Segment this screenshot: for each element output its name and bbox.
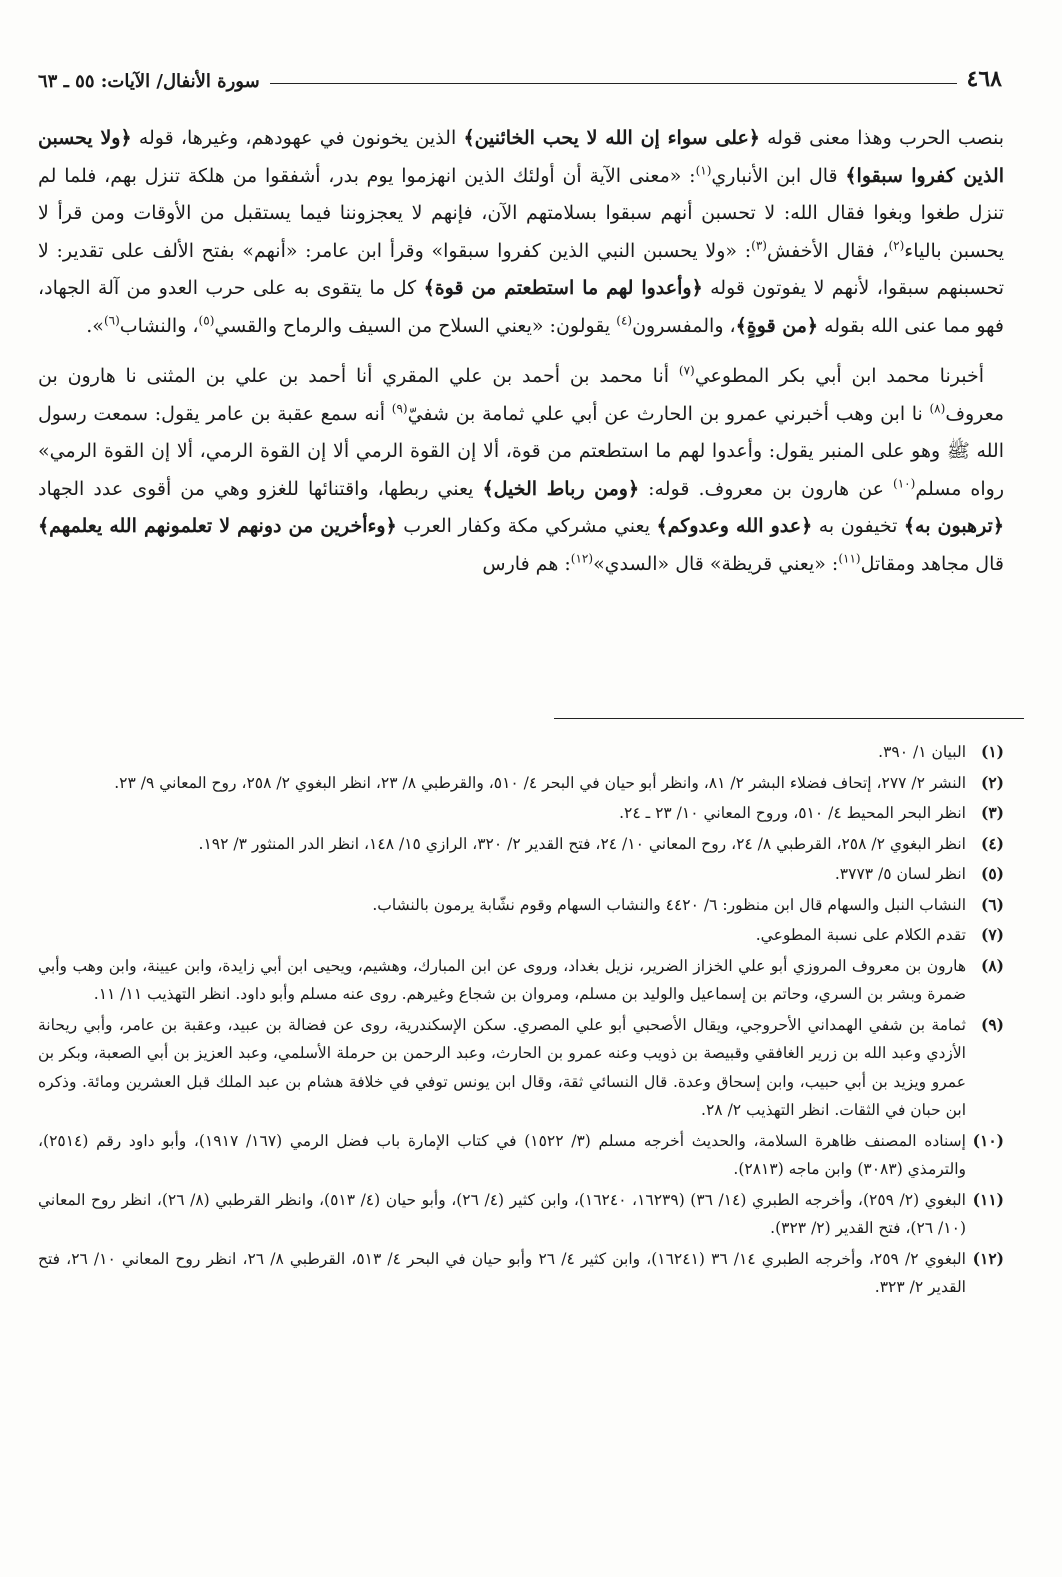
footnote xyxy=(38,799,1004,828)
footnote-number: (٨) xyxy=(980,955,1004,975)
footnote-number: (١) xyxy=(980,742,1004,761)
text-run: يعني ربطها، واقتنائها للغزو وهي من أقوى عدد الجهاد xyxy=(38,477,483,500)
quran-quote: ﴿ترهبون به﴾ xyxy=(903,515,1004,537)
text-run: نا ابن وهب أخبرني عمرو بن الحارث عن أبي علي ثمامة بن شفيّ xyxy=(407,402,930,425)
footnote-number: (٣) xyxy=(980,803,1004,822)
text-run: ، والمفسرون xyxy=(632,314,736,337)
footnote xyxy=(38,1245,1004,1302)
footnote-ref: (٦) xyxy=(103,313,120,328)
text-run: : «معنى الآية أن أولئك الذين انهزموا يوم بدر، أشفقوا من هلكة تنزل بهم، فلما لم تنزل طغوا وبغوا فقال الله: لا تحسبن أنهم سبقوا بسلامتهم الآن، فإنهم لا يعجزوننا فيما يستقبل من الأوقات ومن قرأ لا يحسبن بالياء xyxy=(38,164,1004,262)
text-run: : «يعني قريظة» قال «السدي» xyxy=(593,552,839,575)
text-run: ، والنشاب xyxy=(119,314,199,337)
footnote-ref: (١٢) xyxy=(570,551,594,566)
footnote-ref: (١١) xyxy=(838,551,861,566)
header-rule xyxy=(270,83,957,84)
footnote-number: (٦) xyxy=(980,894,1004,914)
paragraph-1 xyxy=(38,120,1004,345)
footnote-text: إسناده المصنف ظاهرة السلامة، والحديث أخرجه مسلم (٣/ ١٥٢٢) في كتاب الإمارة باب فضل الرمي (١٦٧/ ١٩١٧)، وأبو داود رقم (٢٥١٤)، والترمذي (٣٠٨٣) وابن ماجه (٢٨١٣). xyxy=(38,1131,966,1178)
text-run: قال مجاهد ومقاتل xyxy=(860,552,1004,575)
quran-quote: ﴿عدو الله وعدوكم﴾ xyxy=(656,515,813,537)
footnote-text: تقدم الكلام على نسبة المطوعي. xyxy=(755,926,966,944)
footnote-text: انظر لسان ٥/ ٣٧٧٣. xyxy=(834,865,966,883)
running-title: سورة الأنفال/ الآيات: ٥٥ ـ ٦٣ xyxy=(38,71,260,92)
footnote-number: (١٢) xyxy=(972,1248,1004,1268)
quran-quote: ﴿وأعدوا لهم ما استطعتم من قوة﴾ xyxy=(423,277,703,299)
text-run: قال ابن الأنباري xyxy=(711,164,846,187)
footnote xyxy=(38,738,1004,767)
footnote-ref: (٤) xyxy=(616,313,633,328)
footnote xyxy=(38,1186,1004,1243)
text-run: تخيفون به xyxy=(812,515,904,537)
footnote xyxy=(38,830,1004,859)
quran-quote: ﴿وءأخرين من دونهم لا تعلمونهم الله يعلمهم﴾ xyxy=(38,515,397,537)
footnote-number: (٢) xyxy=(980,772,1004,792)
footnote-number: (٥) xyxy=(980,864,1004,883)
footnote-ref: (٨) xyxy=(929,401,946,416)
quran-quote: ﴿ولا يحسبن الذين كفروا سبقوا﴾ xyxy=(38,127,1004,187)
text-run: أنا محمد بن أحمد بن علي المقري أنا أحمد بن علي بن المثنى نا هارون بن معروف xyxy=(38,365,1005,425)
footnote-text: هارون بن معروف المروزي أبو علي الخزاز الضرير، نزيل بغداد، وروى عن ابن المبارك، وهشيم، ويحيى ابن أبي زايدة، وابن عيينة، وابن وهب وأبي ضمرة وبشر بن السري، وحاتم بن إسماعيل والوليد بن مسلم، ومروان بن شجاع وغيرهم. روى عنه مسلم وأبو داود. انظر التهذيب ١١/ ١١. xyxy=(38,956,966,1003)
text-run: يقولون: «يعني السلاح من السيف والرماح والقسي xyxy=(214,314,617,337)
text-run: كل ما يتقوى به على حرب العدو من آلة الجهاد، فهو مما عنى الله بقوله xyxy=(38,277,1004,337)
footnote-ref: (٩) xyxy=(391,401,408,416)
footnote-separator xyxy=(554,718,1024,719)
text-run: الذين يخونون في عهودهم، وغيرها، قوله xyxy=(131,127,464,149)
text-run: أخبرنا محمد ابن أبي بكر المطوعي xyxy=(694,365,984,387)
footnote-number: (٤) xyxy=(980,833,1004,853)
footnote-text: البغوي (٢/ ٢٥٩)، وأخرجه الطبري (١٤/ ٣٦) (١٦٢٣٩، ١٦٢٤٠)، وابن كثير (٤/ ٢٦)، وأبو حيان (٤/ ٥١٣)، وانظر القرطبي (٨/ ٢٦)، انظر روح المعاني (١٠/ ٢٦)، فتح القدير (٢/ ٣٢٣). xyxy=(38,1190,966,1237)
footnote-text: النشاب النبل والسهام قال ابن منظور: ٦/ ٤٤٢٠ والنشاب السهام وقوم نشّابة يرمون بالنشاب. xyxy=(372,895,966,914)
footnote xyxy=(38,769,1004,798)
footnote-ref: (١٠) xyxy=(893,476,916,491)
page-header xyxy=(38,62,1002,92)
footnote-number: (٩) xyxy=(980,1014,1004,1034)
footnote-text: انظر البحر المحيط ٤/ ٥١٠، وروح المعاني ١٠/ ٢٣ ـ ٢٤. xyxy=(619,804,966,822)
page-number: ٤٦٨ xyxy=(966,66,1002,92)
footnote-text: البيان ١/ ٣٩٠. xyxy=(878,743,966,761)
footnote-number: (٧) xyxy=(980,925,1004,944)
footnote-ref: (٢) xyxy=(888,238,905,253)
footnote-ref: (٣) xyxy=(751,238,767,253)
footnote-text: انظر البغوي ٢/ ٢٥٨، القرطبي ٨/ ٢٤، روح المعاني ١٠/ ٢٤، فتح القدير ٢/ ٣٢٠، الرازي ١٥/ ١٤٨، انظر الدر المنثور ٣/ ١٩٢. xyxy=(198,834,966,853)
text-run: ». xyxy=(86,314,104,337)
footnote-text: ثمامة بن شفي الهمداني الأحروجي، ويقال الأصحبي أبو علي المصري. سكن الإسكندرية، روى عن فضالة بن عبيد، وعقبة بن عامر، وأبي ريحانة الأزدي وعبد الله بن زرير الغافقي وقبيصة بن ذويب وعنه عمرو بن الحارث، وعبد الرحمن بن حرملة الأسلمي، وعبد العزيز بن أبي الصعبة، وبكر بن عمرو ويزيد بن أبي حبيب، وابن إسحاق وعدة. قال النسائي ثقة، وقال ابن يونس توفي في خلافة هشام بن عبد الملك قبل العشرين ومائة. وذكره ابن حبان في الثقات. انظر التهذيب ٢/ ٢٨. xyxy=(38,1015,966,1119)
text-run: : هم فارس xyxy=(482,552,571,575)
footnotes xyxy=(38,738,1004,1304)
footnote xyxy=(38,952,1004,1009)
footnote xyxy=(38,1011,1004,1125)
footnote xyxy=(38,1127,1004,1184)
main-text xyxy=(38,120,1004,596)
footnote-ref: (٥) xyxy=(198,313,215,328)
paragraph-2 xyxy=(38,358,1004,583)
text-run: بنصب الحرب وهذا معنى قوله xyxy=(759,127,1004,149)
footnote-text: البغوي ٢/ ٢٥٩، وأخرجه الطبري ١٤/ ٣٦ (١٦٢٤١)، وابن كثير ٤/ ٢٦ وأبو حيان في البحر ٤/ ٥١٣، القرطبي ٨/ ٢٦، انظر روح المعاني ١٠/ ٢٦، فتح القدير ٢/ ٣٢٣. xyxy=(38,1249,966,1296)
footnote xyxy=(38,860,1004,889)
text-run: عن هارون بن معروف. قوله: xyxy=(639,477,894,500)
quran-quote: ﴿من قوةٍ﴾ xyxy=(735,314,819,337)
text-run: أنه سمع عقبة بن عامر يقول: سمعت رسول الله ﷺ وهو على المنبر يقول: وأعدوا لهم ما استطعتم من قوة، ألا إن القوة الرمي ألا إن القوة الرمي، ألا إن القوة الرمي» رواه مسلم xyxy=(38,402,1005,500)
footnote xyxy=(38,891,1004,920)
footnote-ref: (٧) xyxy=(678,363,695,378)
footnote xyxy=(38,921,1004,950)
quran-quote: ﴿ومن رباط الخيل﴾ xyxy=(482,477,640,500)
quran-quote: ﴿على سواء إن الله لا يحب الخائنين﴾ xyxy=(463,127,760,149)
footnote-text: النشر ٢/ ٢٧٧، إتحاف فضلاء البشر ٢/ ٨١، وانظر أبو حيان في البحر ٤/ ٥١٠، والقرطبي ٨/ ٢٣، انظر البغوي ٢/ ٢٥٨، روح المعاني ٩/ ٢٣. xyxy=(114,773,966,792)
footnote-number: (١١) xyxy=(972,1189,1004,1209)
text-run: ، فقال الأخفش xyxy=(766,239,889,262)
footnote-ref: (١) xyxy=(695,163,712,178)
text-run: يعني مشركي مكة وكفار العرب xyxy=(396,515,657,537)
footnote-number: (١٠) xyxy=(972,1130,1004,1150)
text-run: : «ولا يحسبن النبي الذين كفروا سبقوا» وقرأ ابن عامر: «أنهم» بفتح الألف على تقدير: لا تحسبنهم سبقوا، لأنهم لا يفوتون قوله xyxy=(38,239,1005,299)
